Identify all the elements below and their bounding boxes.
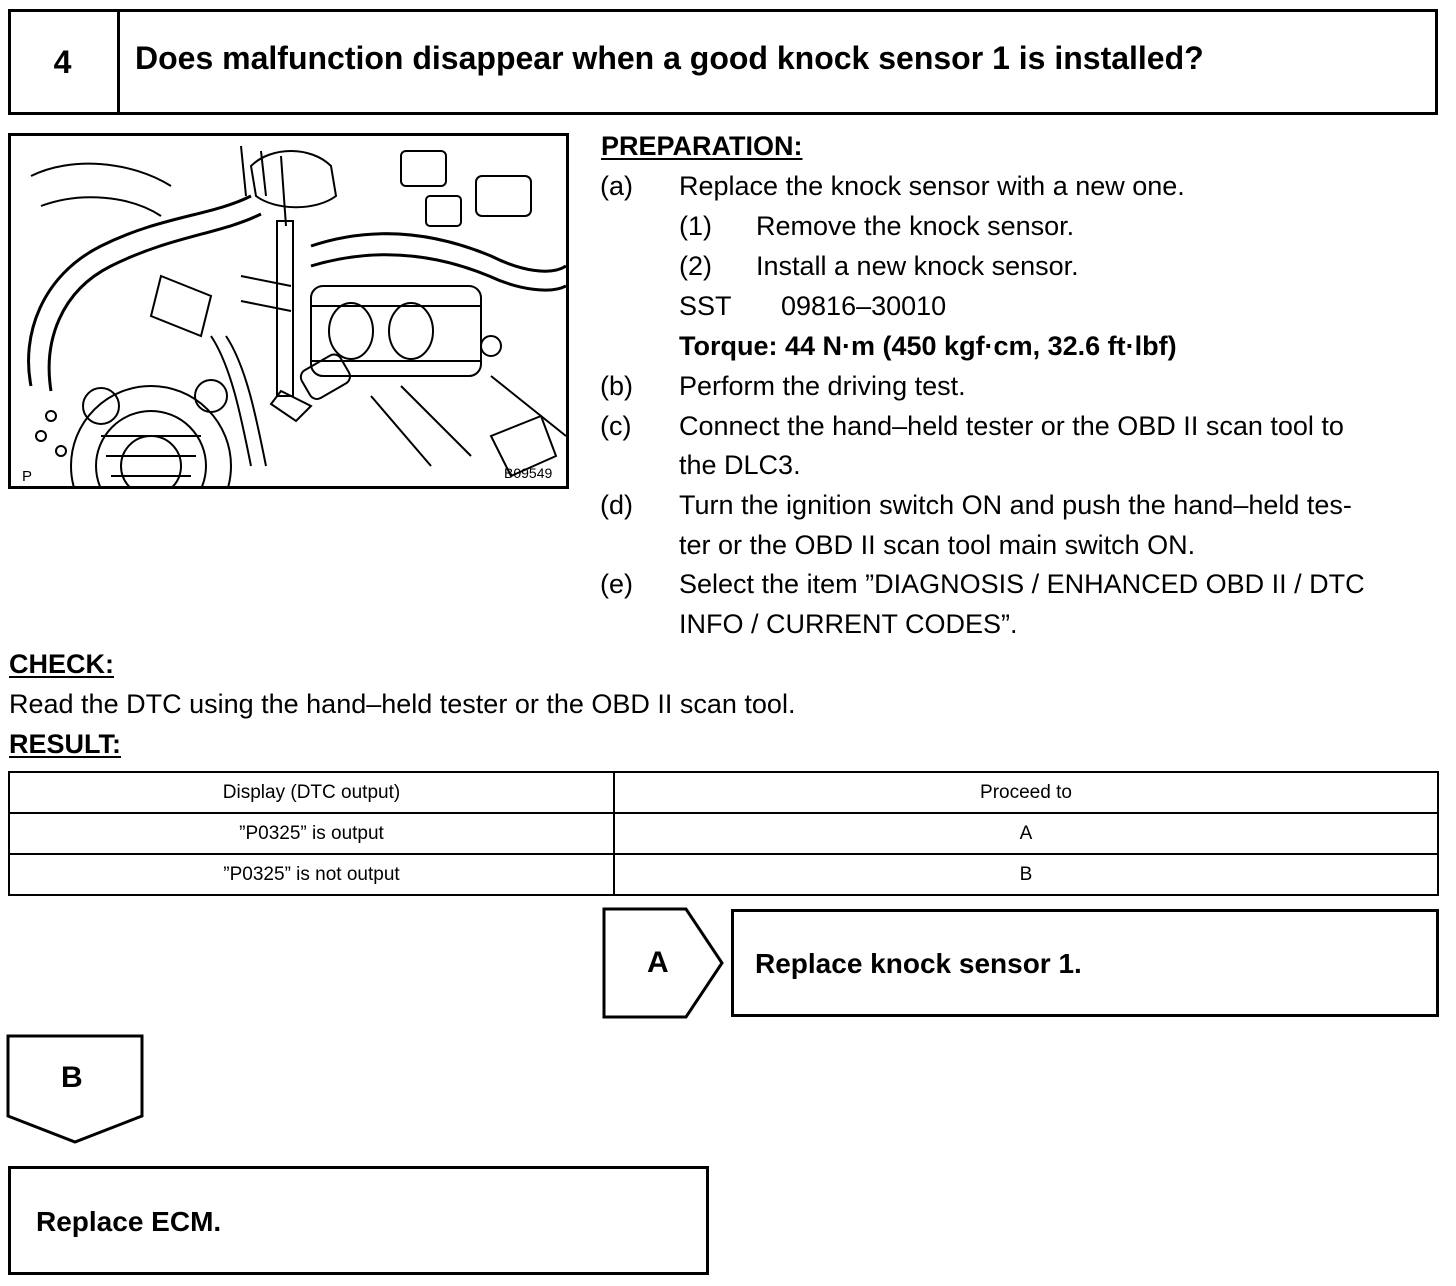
preparation-heading: PREPARATION:	[601, 131, 803, 161]
step-d-marker: (d)	[600, 490, 633, 520]
replace-ecm-text: Replace ECM.	[36, 1206, 222, 1237]
step-a1-text: Remove the knock sensor.	[756, 211, 1075, 241]
engine-illustration	[8, 133, 569, 489]
step-a-marker: (a)	[600, 171, 633, 201]
table-header-row	[9, 772, 1438, 813]
branch-a-label: A	[647, 946, 669, 979]
row-display: ”P0325” is not output	[9, 854, 614, 895]
step-c-line1: Connect the hand–held tester or the OBD II scan tool to	[679, 411, 1344, 441]
header-display: Display (DTC output)	[9, 772, 614, 813]
branch-b-label: B	[61, 1061, 83, 1094]
step-c-line2: the DLC3.	[679, 450, 801, 480]
result-table	[8, 771, 1439, 896]
step-a2-marker: (2)	[679, 251, 712, 281]
check-heading: CHECK:	[9, 649, 114, 679]
step-e-line1: Select the item ”DIAGNOSIS / ENHANCED OBD II / DTC	[679, 569, 1365, 599]
engine-line-drawing	[11, 136, 566, 486]
torque-spec: Torque: 44 N·m (450 kgf·cm, 32.6 ft·lbf)	[679, 331, 1177, 361]
sst-label: SST	[679, 291, 732, 321]
step-a1-marker: (1)	[679, 211, 712, 241]
step-a-text: Replace the knock sensor with a new one.	[679, 171, 1185, 201]
step-e-marker: (e)	[600, 569, 633, 599]
result-heading: RESULT:	[9, 729, 121, 759]
row-proceed: B	[614, 854, 1438, 895]
step-b-text: Perform the driving test.	[679, 371, 966, 401]
replace-knock-sensor-text: Replace knock sensor 1.	[755, 948, 1082, 979]
step-d-line2: ter or the OBD II scan tool main switch ON.	[679, 530, 1196, 560]
check-text: Read the DTC using the hand–held tester or the OBD II scan tool.	[9, 689, 796, 719]
row-proceed: A	[614, 813, 1438, 854]
step-c-marker: (c)	[600, 411, 632, 441]
header-proceed-to: Proceed to	[614, 772, 1438, 813]
row-display: ”P0325” is output	[9, 813, 614, 854]
sst-value: 09816–30010	[781, 291, 947, 321]
table-row	[9, 813, 1438, 854]
step-question: Does malfunction disappear when a good knock sensor 1 is installed?	[135, 40, 1204, 76]
step-a2-text: Install a new knock sensor.	[756, 251, 1079, 281]
table-row	[9, 854, 1438, 895]
figure-corner-label: P	[22, 468, 33, 485]
step-e-line2: INFO / CURRENT CODES”.	[679, 609, 1018, 639]
step-number: 4	[8, 9, 120, 115]
step-d-line1: Turn the ignition switch ON and push the hand–held tes-	[679, 490, 1352, 520]
figure-reference-code: B09549	[504, 465, 553, 481]
step-b-marker: (b)	[600, 371, 633, 401]
